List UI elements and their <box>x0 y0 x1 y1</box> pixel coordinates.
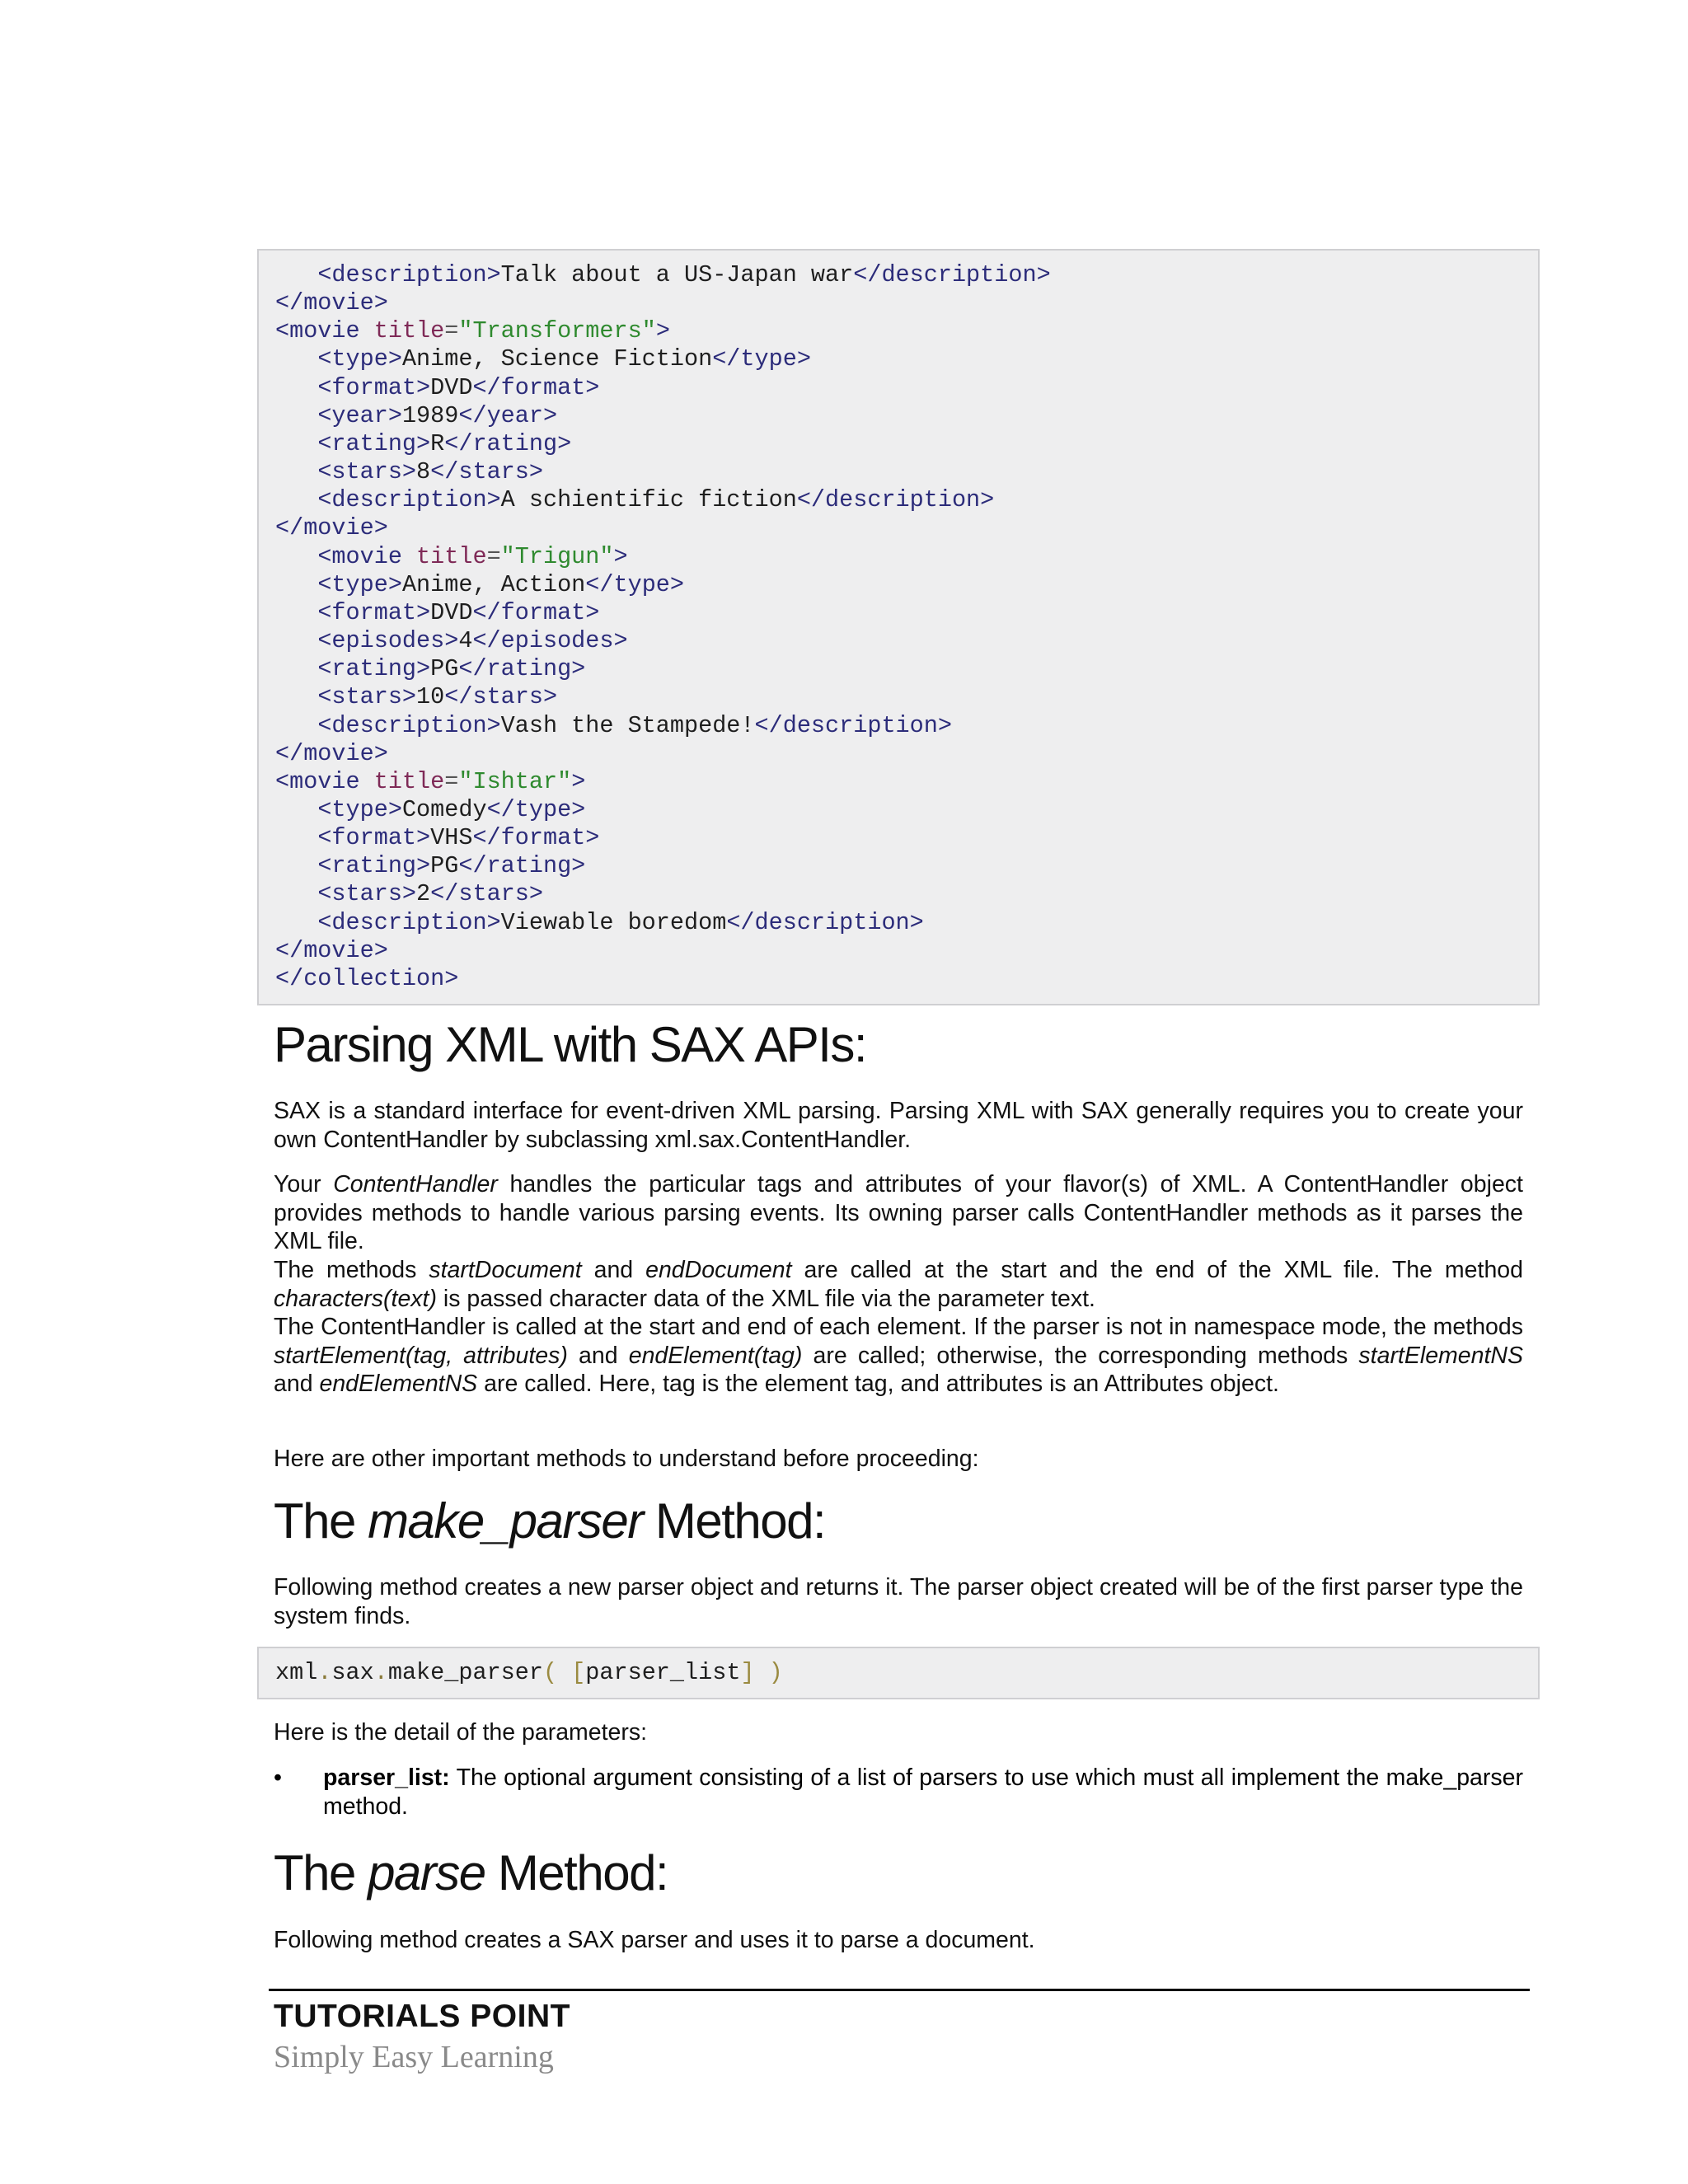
code-line <box>275 599 1538 627</box>
code-token: <description> <box>317 486 501 514</box>
code-token: <description> <box>317 711 501 739</box>
code-token: Talk about a US-Japan war <box>500 261 854 288</box>
code-line <box>275 317 1538 345</box>
code-token: 2 <box>416 880 431 908</box>
code-line <box>275 796 1538 824</box>
code-token: <episodes> <box>317 627 459 655</box>
code-token: <rating> <box>317 429 431 457</box>
code-token: <format> <box>317 598 431 626</box>
code-line <box>275 824 1538 852</box>
document-methods-paragraph: The methods startDocument and endDocument are called at the start and the end of the XML file. The method characters(text) is passed character data of the XML file via the parameter text. <box>274 1257 1523 1312</box>
code-token: <type> <box>317 570 402 598</box>
code-token: Vash the Stampede! <box>500 711 755 739</box>
code-token: Anime, Action <box>401 570 586 598</box>
code-token: </stars> <box>430 458 543 486</box>
footer-divider <box>269 1989 1530 1991</box>
code-token: <type> <box>317 795 402 823</box>
code-line <box>275 852 1538 880</box>
code-line <box>275 289 1538 317</box>
code-token: </rating> <box>444 429 572 457</box>
code-line <box>275 683 1538 711</box>
code-token: "Ishtar" <box>458 767 572 795</box>
code-token: </rating> <box>458 655 586 683</box>
code-token: </year> <box>458 401 558 429</box>
code-line <box>275 261 1538 289</box>
code-token: </format> <box>472 598 600 626</box>
code-line <box>275 486 1538 514</box>
code-token: 10 <box>416 683 445 711</box>
code-token: </movie> <box>275 514 388 542</box>
code-line <box>275 740 1538 768</box>
code-token: Comedy <box>401 795 487 823</box>
code-line <box>275 768 1538 796</box>
code-token: <description> <box>317 908 501 936</box>
code-token: Anime, Science Fiction <box>401 345 713 373</box>
other-methods-paragraph: Here are other important methods to understand before proceeding: <box>274 1446 979 1472</box>
code-line <box>275 571 1538 599</box>
code-token: VHS <box>430 824 473 852</box>
code-token: </description> <box>754 711 952 739</box>
parameters-intro: Here is the detail of the parameters: <box>274 1719 648 1746</box>
code-line <box>275 937 1538 965</box>
code-line <box>275 458 1538 486</box>
code-line <box>275 655 1538 683</box>
code-token: <type> <box>317 345 402 373</box>
code-token: </type> <box>585 570 685 598</box>
code-line <box>275 965 1538 993</box>
code-token: </format> <box>472 824 600 852</box>
make-parser-heading: The make_parser Method: <box>274 1493 826 1549</box>
code-line <box>275 430 1538 458</box>
sax-section-heading: Parsing XML with SAX APIs: <box>274 1017 867 1072</box>
code-token: </episodes> <box>472 627 628 655</box>
code-token: </format> <box>472 373 600 401</box>
code-token: A schientific fiction <box>500 486 797 514</box>
code-token: <year> <box>317 401 402 429</box>
code-token: 4 <box>458 627 473 655</box>
code-token: PG <box>430 852 459 880</box>
make-parser-description: Following method creates a new parser object and returns it. The parser object created will be of the first parser type the system finds. <box>274 1574 1523 1629</box>
code-token: <movie <box>275 767 374 795</box>
sax-intro-paragraph: SAX is a standard interface for event-driven XML parsing. Parsing XML with SAX generally requires you to create your own ContentHandler by subclassing xml.sax.ContentHandler. <box>274 1098 1523 1153</box>
footer-tagline: Simply Easy Learning <box>274 2040 554 2074</box>
code-token: </movie> <box>275 739 388 767</box>
code-token: R <box>430 429 445 457</box>
code-line <box>275 374 1538 402</box>
code-token: </description> <box>726 908 924 936</box>
xml-code-block <box>257 249 1540 1005</box>
code-line <box>275 345 1538 373</box>
code-token: <movie <box>275 317 374 345</box>
code-token: <format> <box>317 373 431 401</box>
code-token: <rating> <box>317 852 431 880</box>
bullet-icon: • <box>274 1765 282 1791</box>
parse-description: Following method creates a SAX parser and uses it to parse a document. <box>274 1927 1035 1953</box>
code-token: > <box>613 542 628 570</box>
code-token: </collection> <box>275 964 459 992</box>
code-token: </type> <box>486 795 586 823</box>
code-line <box>275 514 1538 542</box>
code-token: <stars> <box>317 880 417 908</box>
code-token: </stars> <box>444 683 558 711</box>
code-token: </stars> <box>430 880 543 908</box>
code-line <box>275 627 1538 655</box>
code-token: > <box>655 317 670 345</box>
contenthandler-paragraph: Your ContentHandler handles the particular tags and attributes of your flavor(s) of XML. A ContentHandler object provides methods to handle various parsing events. Its owning parser calls ContentHandler methods as it parses the XML file. <box>274 1171 1523 1254</box>
code-token: DVD <box>430 373 473 401</box>
code-token: > <box>571 767 586 795</box>
make-parser-code-snippet: xml.sax.make_parser( [parser_list] ) <box>257 1647 1540 1699</box>
code-line <box>275 880 1538 908</box>
parse-heading: The parse Method: <box>274 1845 668 1900</box>
code-token: title <box>373 317 445 345</box>
code-token: </rating> <box>458 852 586 880</box>
code-token: 1989 <box>401 401 459 429</box>
code-token: = <box>444 767 459 795</box>
code-token: </movie> <box>275 289 388 317</box>
code-line <box>275 712 1538 740</box>
code-token: <movie <box>317 542 417 570</box>
code-token: <description> <box>317 261 501 288</box>
code-line <box>275 543 1538 571</box>
code-line <box>275 402 1538 430</box>
parameter-description: parser_list: The optional argument consisting of a list of parsers to use which must all implement the make_parser method. <box>323 1765 1523 1820</box>
code-token: <format> <box>317 824 431 852</box>
code-token: <rating> <box>317 655 431 683</box>
code-token: Viewable boredom <box>500 908 727 936</box>
code-line <box>275 909 1538 937</box>
code-token: = <box>444 317 459 345</box>
code-token: </description> <box>853 261 1051 288</box>
code-token: <stars> <box>317 683 417 711</box>
code-token: title <box>373 767 445 795</box>
code-token: </movie> <box>275 936 388 964</box>
code-token: </description> <box>796 486 995 514</box>
code-token: title <box>416 542 487 570</box>
footer-brand: TUTORIALS POINT <box>274 1999 570 2034</box>
code-token: "Trigun" <box>500 542 614 570</box>
code-token: PG <box>430 655 459 683</box>
code-token: "Transformers" <box>458 317 656 345</box>
code-token: </type> <box>712 345 811 373</box>
code-token: <stars> <box>317 458 417 486</box>
element-methods-paragraph: The ContentHandler is called at the start and end of each element. If the parser is not in namespace mode, the methods startElement(tag, attributes) and endElement(tag) are called; otherwise, the corresponding methods startElementNS and endElementNS are called. Here, tag is the element tag, and attributes is an Attributes object. <box>274 1314 1523 1397</box>
code-token: DVD <box>430 598 473 626</box>
code-token: = <box>486 542 501 570</box>
code-token: 8 <box>416 458 431 486</box>
